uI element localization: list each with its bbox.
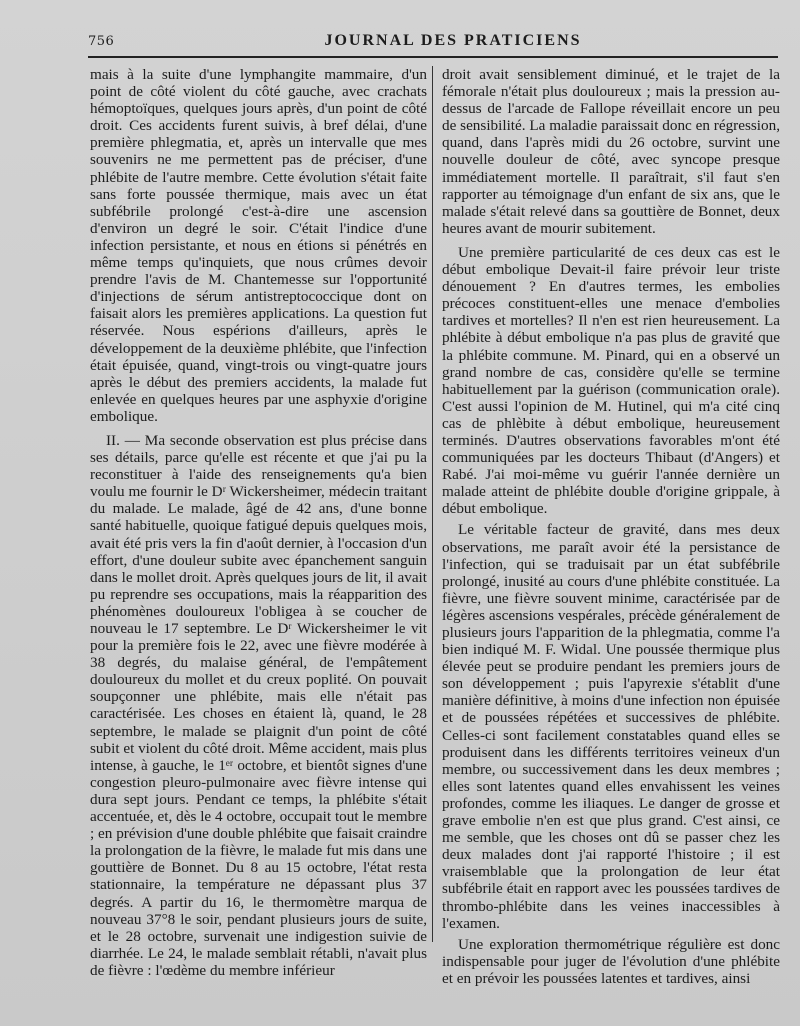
paragraph-thermometric-exploration: Une exploration thermométrique régulière est donc indispensable pour juger de l'évolution d'une phlébite et en prévoir les poussées latentes et tardives, ainsi bbox=[442, 935, 780, 987]
paragraph-continuation: mais à la suite d'une lymphangite mammaire, d'un point de côté violent du côté gauche, avec crachats hémoptoïques, quelques jours après, d'un point de côté droit. Ces accidents furent suivis, à bref délai, d'une première phlegmatia, et, après un intervalle que mes souvenirs ne me permettent pas de préciser, d'une phlébite de l'autre membre. Cette évolution s'était faite sans forte poussée thermique, mais avec un état subfébrile prolongé c'est-à-dire une ascension d'environ un degré le soir. C'était l'indice d'une infection persistante, et nous en étions si pénétrés en même temps qu'inquiets, que nous crûmes devoir prendre l'avis de M. Chantemesse sur l'opportunité d'injections de sérum antistreptococcique dont on faisait alors les premières applications. La question fut réservée. Nous espérions d'ailleurs, après le développement de la deuxième phlébite, que l'infection était épuisée, quand, vingt-trois ou vingt-quatre jours après le début des premiers accidents, la malade fut enlevée en quelques heures par une asphyxie d'origine embolique. bbox=[90, 66, 427, 425]
left-column bbox=[90, 66, 428, 979]
paragraph-embolic-onset: Une première particularité de ces deux cas est le début embolique Devait-il faire prévoir leur triste dénouement ? En d'autres termes, les embolies précoces constituent-elles une menace d'embolies tardives et mortelles? Il n'en est rien heureusement. La phlébite à début embolique n'a pas plus de gravité que la phlébite commune. M. Pinard, qui en a observé un grand nombre de cas, considère qu'elle se termine habituellement par la guérison (communication orale). C'est aussi l'opinion de M. Hutinel, qui m'a cité cinq cas de phlèbite à début embolique, heureusement terminés. D'autres observations favorables m'ont été communiquées par les docteurs Thibaut (d'Angers) et Rabé. J'ai moi-même vu guérir l'année dernière un malade atteint de phlébite double d'origine grippale, à début embolique. bbox=[442, 243, 780, 518]
right-column bbox=[442, 66, 780, 987]
header-rule bbox=[88, 56, 778, 58]
journal-title: JOURNAL DES PRATICIENS bbox=[324, 32, 582, 49]
paragraph-observation-ii: II. — Ma seconde observation est plus précise dans ses détails, parce qu'elle est récente et que j'ai pu la reconstituer à l'aide des renseignements qu'a bien voulu me fournir le Dʳ Wickersheimer, médecin traitant du malade. Le malade, âgé de 42 ans, d'une bonne santé habituelle, quoique fatigué depuis quelques mois, avait été pris vers la fin d'août dernier, à l'occasion d'un effort, d'une douleur subite avec épanchement sanguin dans le mollet droit. Après quelques jours de lit, il avait pu reprendre ses occupations, mais la réapparition des phénomènes douloureux l'obligea à se coucher de nouveau le 17 septembre. Le Dʳ Wickersheimer le vit pour la première fois le 22, avec une fièvre modérée à 38 degrés, du malaise général, de l'empâtement douloureux du mollet et du creux poplité. On pouvait soupçonner une phlébite, mais elle n'était pas caractérisée. Les choses en étaient là, quand, le 28 septembre, le malade se plaignit d'un point de côté subit et violent du côté droit. Même accident, mais plus intense, à gauche, le 1ᵉʳ octobre, et bientôt signes d'une congestion pleuro-pulmonaire avec fièvre intense qui dura sept jours. Pendant ce temps, la phlébite s'était accentuée, et, dès le 4 octobre, occupait tout le membre ; en prévision d'une double phlébite que faisait craindre la prolongation de la fièvre, le malade fut mis dans une gouttière de Bonnet. Du 8 au 15 octobre, l'état resta stationnaire, la température ne dépassant plus 37 degrés. A partir du 16, le thermomètre marqua de nouveau 37°8 le soir, pendant plusieurs jours de suite, et le 28 octobre, survenait une indigestion suivie de diarrhée. Le 24, le malade semblait rétabli, n'avait plus de fièvre : l'œdème du membre inférieur bbox=[90, 431, 428, 979]
column-divider bbox=[432, 66, 433, 942]
running-header bbox=[88, 30, 778, 52]
paragraph-gravity-factor: Le véritable facteur de gravité, dans mes deux observations, me paraît avoir été la persistance de l'infection, qui se traduisait par un état subfébrile prolongé, inusité au cours d'une phlébite constituée. La fièvre, une fièvre souvent minime, caractérisée par de légères ascensions vespérales, précède généralement de plusieurs jours l'apparition de la phlegmatia, comme l'a bien indiqué M. F. Widal. Une poussée thermique plus élevée peut se produire pendant les premiers jours de son développement ; puis l'apyrexie s'établit d'une manière définitive, à moins d'une infection non épuisée et de poussées répétées et successives de phlébite. Celles-ci sont facilement constatables quand elles se produisent dans les différents territoires veineux d'un membre, ou successivement dans les deux membres ; elles sont latentes quand elles envahissent les veines profondes, comme les iliaques. Le danger de grosse et grave embolie n'en est que plus grand. C'est ainsi, ce me semble, que les choses ont dû se passer chez les deux malades dont j'ai rapporté l'histoire ; il est vraisemblable que la prolongation de leur état subfébrile était en rapport avec les poussées tardives de thrombo-phlébite dans les veines inaccessibles à l'examen. bbox=[442, 521, 780, 932]
page-number: 756 bbox=[88, 33, 115, 49]
paragraph-continuation-right: droit avait sensiblement diminué, et le trajet de la fémorale n'était plus douloureux ; mais la pression au-dessus de l'arcade de Fallope réveillait encore un peu de sensibilité. La maladie paraissait donc en régression, quand, dans l'après midi du 26 octobre, survint une nouvelle douleur de côté, avec syncope presque immédiatement mortelle. Il paraîtrait, s'il faut s'en rapporter au témoignage d'un enfant de six ans, que le malade s'était relevé dans sa gouttière de Bonnet, deux heures avant de mourir subitement. bbox=[442, 66, 780, 237]
